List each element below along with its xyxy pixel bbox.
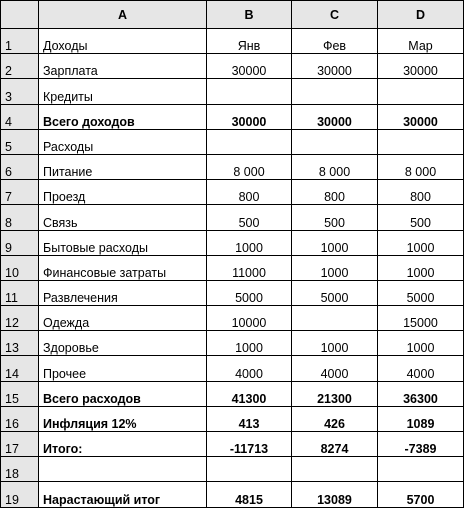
cell-c[interactable]: 5000 bbox=[292, 280, 378, 305]
cell-b[interactable]: 413 bbox=[207, 406, 292, 431]
cell-a[interactable]: Расходы bbox=[39, 129, 207, 154]
row-header[interactable]: 5 bbox=[1, 129, 39, 154]
table-row bbox=[1, 331, 464, 356]
cell-d[interactable]: 5000 bbox=[378, 280, 464, 305]
cell-d[interactable]: 500 bbox=[378, 205, 464, 230]
cell-d[interactable] bbox=[378, 79, 464, 104]
cell-c[interactable]: 8 000 bbox=[292, 154, 378, 179]
cell-c[interactable] bbox=[292, 457, 378, 482]
cell-d[interactable]: 5700 bbox=[378, 482, 464, 507]
column-header-b[interactable]: B bbox=[207, 1, 292, 29]
row-header[interactable]: 17 bbox=[1, 432, 39, 457]
table-row bbox=[1, 29, 464, 54]
cell-c[interactable]: 1000 bbox=[292, 255, 378, 280]
cell-b[interactable] bbox=[207, 79, 292, 104]
cell-b[interactable]: 4815 bbox=[207, 482, 292, 507]
cell-c[interactable] bbox=[292, 306, 378, 331]
row-header[interactable]: 13 bbox=[1, 331, 39, 356]
table-row bbox=[1, 104, 464, 129]
cell-b[interactable]: 1000 bbox=[207, 331, 292, 356]
cell-a[interactable]: Питание bbox=[39, 154, 207, 179]
cell-c[interactable] bbox=[292, 79, 378, 104]
cell-b[interactable]: Янв bbox=[207, 29, 292, 54]
cell-b[interactable] bbox=[207, 129, 292, 154]
cell-d[interactable] bbox=[378, 457, 464, 482]
cell-b[interactable]: 30000 bbox=[207, 104, 292, 129]
row-header[interactable]: 12 bbox=[1, 306, 39, 331]
cell-c[interactable]: 426 bbox=[292, 406, 378, 431]
cell-b[interactable]: 500 bbox=[207, 205, 292, 230]
cell-b[interactable]: 41300 bbox=[207, 381, 292, 406]
row-header[interactable]: 16 bbox=[1, 406, 39, 431]
table-row bbox=[1, 54, 464, 79]
cell-b[interactable]: 10000 bbox=[207, 306, 292, 331]
row-header[interactable]: 1 bbox=[1, 29, 39, 54]
cell-b[interactable]: 1000 bbox=[207, 230, 292, 255]
cell-b[interactable]: 800 bbox=[207, 180, 292, 205]
cell-d[interactable]: 1000 bbox=[378, 331, 464, 356]
row-header[interactable]: 8 bbox=[1, 205, 39, 230]
cell-b[interactable]: 5000 bbox=[207, 280, 292, 305]
row-header[interactable]: 6 bbox=[1, 154, 39, 179]
cell-a[interactable]: Всего доходов bbox=[39, 104, 207, 129]
cell-c[interactable]: 21300 bbox=[292, 381, 378, 406]
cell-c[interactable]: 800 bbox=[292, 180, 378, 205]
cell-b[interactable]: 4000 bbox=[207, 356, 292, 381]
cell-d[interactable]: 8 000 bbox=[378, 154, 464, 179]
cell-a[interactable]: Всего расходов bbox=[39, 381, 207, 406]
row-header[interactable]: 2 bbox=[1, 54, 39, 79]
cell-a[interactable]: Финансовые затраты bbox=[39, 255, 207, 280]
cell-a[interactable]: Проезд bbox=[39, 180, 207, 205]
cell-c[interactable]: 30000 bbox=[292, 54, 378, 79]
cell-c[interactable]: 8274 bbox=[292, 432, 378, 457]
cell-d[interactable]: 1000 bbox=[378, 255, 464, 280]
cell-d[interactable]: 4000 bbox=[378, 356, 464, 381]
row-header[interactable]: 10 bbox=[1, 255, 39, 280]
cell-c[interactable] bbox=[292, 129, 378, 154]
cell-d[interactable] bbox=[378, 129, 464, 154]
column-header-c[interactable]: C bbox=[292, 1, 378, 29]
cell-b[interactable]: 11000 bbox=[207, 255, 292, 280]
cell-a[interactable]: Прочее bbox=[39, 356, 207, 381]
cell-a[interactable] bbox=[39, 457, 207, 482]
row-header[interactable]: 4 bbox=[1, 104, 39, 129]
cell-d[interactable]: 36300 bbox=[378, 381, 464, 406]
cell-d[interactable]: 1089 bbox=[378, 406, 464, 431]
table-row bbox=[1, 180, 464, 205]
cell-a[interactable]: Кредиты bbox=[39, 79, 207, 104]
table-row bbox=[1, 356, 464, 381]
cell-a[interactable]: Инфляция 12% bbox=[39, 406, 207, 431]
cell-a[interactable]: Итого: bbox=[39, 432, 207, 457]
cell-d[interactable]: 1000 bbox=[378, 230, 464, 255]
table-row bbox=[1, 306, 464, 331]
cell-d[interactable]: 30000 bbox=[378, 104, 464, 129]
table-row bbox=[1, 432, 464, 457]
cell-b[interactable] bbox=[207, 457, 292, 482]
row-header[interactable]: 9 bbox=[1, 230, 39, 255]
table-row bbox=[1, 381, 464, 406]
cell-a[interactable]: Одежда bbox=[39, 306, 207, 331]
table-row bbox=[1, 280, 464, 305]
cell-c[interactable]: 1000 bbox=[292, 331, 378, 356]
row-header[interactable]: 3 bbox=[1, 79, 39, 104]
cell-b[interactable]: 30000 bbox=[207, 54, 292, 79]
column-header-row bbox=[1, 1, 464, 29]
row-header[interactable]: 14 bbox=[1, 356, 39, 381]
row-header[interactable]: 18 bbox=[1, 457, 39, 482]
select-all-corner[interactable] bbox=[1, 1, 39, 29]
table-row bbox=[1, 205, 464, 230]
cell-a[interactable]: Связь bbox=[39, 205, 207, 230]
cell-c[interactable]: 30000 bbox=[292, 104, 378, 129]
cell-b[interactable]: -11713 bbox=[207, 432, 292, 457]
cell-b[interactable]: 8 000 bbox=[207, 154, 292, 179]
cell-c[interactable]: 1000 bbox=[292, 230, 378, 255]
table-row bbox=[1, 406, 464, 431]
cell-c[interactable]: 4000 bbox=[292, 356, 378, 381]
cell-a[interactable]: Бытовые расходы bbox=[39, 230, 207, 255]
sheet-body bbox=[1, 29, 464, 508]
cell-a[interactable]: Нарастающий итог bbox=[39, 482, 207, 507]
cell-d[interactable]: 800 bbox=[378, 180, 464, 205]
cell-a[interactable]: Зарплата bbox=[39, 54, 207, 79]
cell-d[interactable]: 30000 bbox=[378, 54, 464, 79]
table-row bbox=[1, 154, 464, 179]
column-header-a[interactable]: A bbox=[39, 1, 207, 29]
table-row bbox=[1, 129, 464, 154]
cell-a[interactable]: Доходы bbox=[39, 29, 207, 54]
row-header[interactable]: 11 bbox=[1, 280, 39, 305]
cell-a[interactable]: Развлечения bbox=[39, 280, 207, 305]
cell-d[interactable]: Мар bbox=[378, 29, 464, 54]
cell-c[interactable]: 500 bbox=[292, 205, 378, 230]
cell-d[interactable]: -7389 bbox=[378, 432, 464, 457]
row-header[interactable]: 7 bbox=[1, 180, 39, 205]
table-row bbox=[1, 482, 464, 507]
cell-c[interactable]: Фев bbox=[292, 29, 378, 54]
row-header[interactable]: 19 bbox=[1, 482, 39, 507]
row-header[interactable]: 15 bbox=[1, 381, 39, 406]
table-row bbox=[1, 457, 464, 482]
cell-c[interactable]: 13089 bbox=[292, 482, 378, 507]
table-row bbox=[1, 79, 464, 104]
table-row bbox=[1, 230, 464, 255]
table-row bbox=[1, 255, 464, 280]
cell-a[interactable]: Здоровье bbox=[39, 331, 207, 356]
column-header-d[interactable]: D bbox=[378, 1, 464, 29]
cell-d[interactable]: 15000 bbox=[378, 306, 464, 331]
